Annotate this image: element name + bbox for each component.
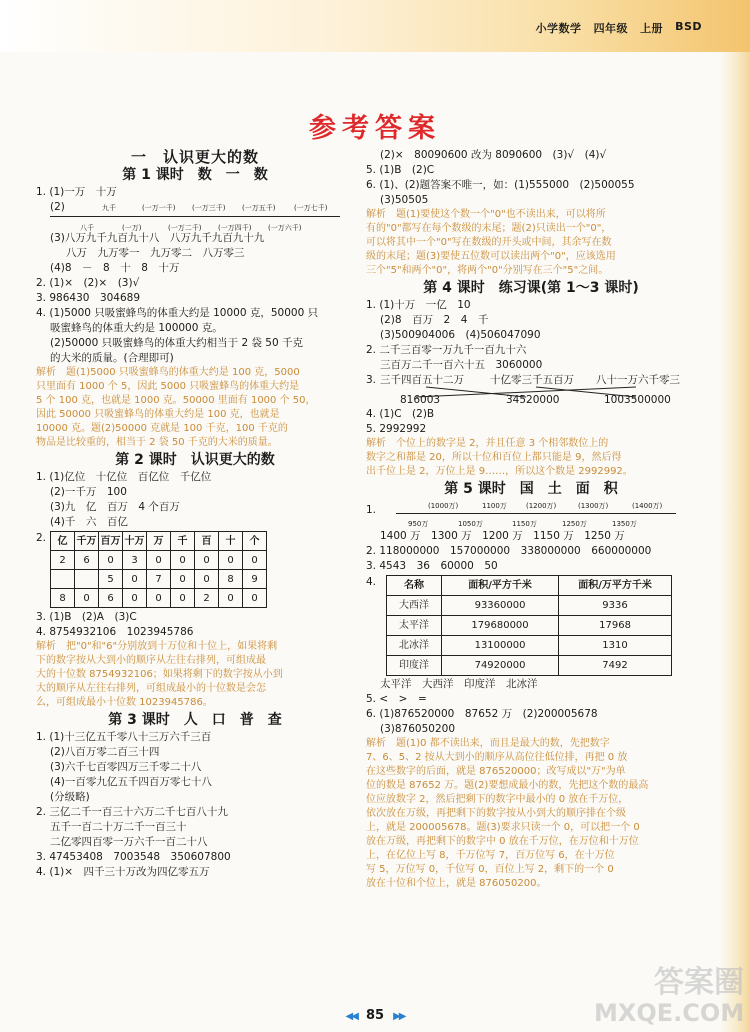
- analysis-line: 上，就是 200005678。题(3)要求只读一个 0，可以把一个 0: [366, 822, 640, 833]
- header-edition: BSD: [675, 20, 702, 33]
- answer-line: 五千一百二十万二千一百三十: [50, 821, 187, 833]
- answer-line: (3)六千七百零四万三千零二十八: [50, 761, 202, 773]
- number-line-label: 1150万: [512, 520, 537, 528]
- analysis-line: 下的数字按从大到小的顺序从左往右排列，可组成最: [36, 655, 266, 666]
- answer-line: 5. < > =: [366, 693, 427, 705]
- analysis-line: 上，在亿位上写 8，千万位写 7，百万位写 6，在十万位: [366, 850, 615, 861]
- table-header-row: [51, 532, 267, 551]
- analysis-line: 在这些数字的后面，就是 876520000；改写成以"万"为单: [366, 766, 626, 777]
- analysis-line: 数字之和都是 20，所以十位和百位上都只能是 9，然后得: [366, 452, 622, 463]
- number-line-label: (一万五千): [242, 204, 276, 212]
- analysis-line: 物品是比较重的，相当于 2 袋 50 千克的大米的质量。: [36, 437, 278, 448]
- analysis-line: 大的十位数 8754932106；如果将剩下的数字按从小到: [36, 669, 283, 680]
- table-header-cell: 十: [219, 532, 243, 551]
- lesson-3-title: 第 3 课时 人 口 普 查: [108, 712, 282, 728]
- match-top-item: 十亿零三千五百万: [490, 374, 574, 386]
- table-row: [387, 596, 672, 616]
- answer-line: (3)九 亿 百万 4 个百万: [50, 501, 180, 513]
- matching-diagram: 3. 三千四百五十二万 十亿零三千五百万 八十一万六千零三 816003 34520000 1003500000: [366, 373, 696, 407]
- number-line-label: (1200万): [526, 502, 557, 510]
- answer-line: 2. (1)× (2)× (3)√: [36, 277, 140, 289]
- table-cell: 0: [171, 589, 195, 608]
- analysis-line: 大的顺序从左往右排列，可组成最小的十位数是会怎: [36, 683, 266, 694]
- table-cell: 0: [219, 589, 243, 608]
- analysis-line: 位应放数字 2，然后把剩下的数字中最小的 0 放在千万位，: [366, 794, 629, 805]
- answer-line: 1. (1)一万 十万: [36, 186, 117, 198]
- lesson-5-title: 第 5 课时 国 土 面 积: [444, 481, 618, 497]
- table-cell: 0: [171, 551, 195, 570]
- left-column: [36, 148, 354, 880]
- analysis-line: 放在万级，再把剩下的数字中 0 放在千万位，在万位和十万位: [366, 836, 639, 847]
- answer-line: (2)× 80090600 改为 8090600 (3)√ (4)√: [380, 149, 607, 161]
- number-line-axis: [50, 216, 340, 217]
- watermark-text: MXQE.COM: [594, 999, 745, 1027]
- analysis-line: 解析 个位上的数字是 2，并且任意 3 个相邻数位上的: [366, 438, 609, 449]
- answer-line: 1. (1)亿位 十亿位 百亿位 千亿位: [36, 471, 212, 483]
- table-cell: 0: [147, 589, 171, 608]
- table-row: [387, 656, 672, 676]
- analysis-line: 解析 题(1)5000 只吸蜜蜂鸟的体重大约是 100 克，5000: [36, 367, 300, 378]
- analysis-line: 写 5，万位写 0，千位写 0，百位上写 2，剩下的一个 0: [366, 864, 614, 875]
- table-cell: 74920000: [442, 656, 559, 676]
- header-grade: 四年级: [593, 22, 629, 35]
- table-cell: 7: [147, 570, 171, 589]
- table-header-cell: 十万: [123, 532, 147, 551]
- number-line-label: (一万四千): [218, 224, 252, 232]
- analysis-line: 解析 把"0"和"6"分别放到十万位和十位上，如果将剩: [36, 641, 278, 652]
- number-line-label: (1300万): [578, 502, 609, 510]
- side-decorative-band: [720, 52, 750, 1032]
- table-cell: 179680000: [442, 616, 559, 636]
- analysis-line: 级的末尾；题(3)要使五位数可以读出两个"0"，应该选用: [366, 251, 616, 262]
- table-cell: 0: [147, 551, 171, 570]
- answer-line: 5. 2992992: [366, 423, 427, 435]
- page-header: [536, 20, 702, 36]
- analysis-line: 可以将其中一个"0"写在数级的开头或中间，其余写在数: [366, 237, 612, 248]
- table-cell: 6: [75, 551, 99, 570]
- table-cell: 0: [171, 570, 195, 589]
- answer-line: (4)千 六 百亿: [50, 516, 128, 528]
- match-bottom-item: 1003500000: [604, 394, 671, 406]
- table-cell: 大西洋: [387, 596, 442, 616]
- table-cell: 0: [123, 589, 147, 608]
- analysis-line: 三个"5"和两个"0"，将两个"0"分别写在三个"5"之间。: [366, 265, 609, 276]
- lesson-2-title: 第 2 课时 认识更大的数: [115, 452, 275, 468]
- table-cell: 0: [219, 551, 243, 570]
- table-cell: 0: [195, 551, 219, 570]
- analysis-line: 因此 50000 只吸蜜蜂鸟的体重大约是 100 克，也就是: [36, 409, 280, 420]
- prev-arrows-icon: ◀◀: [345, 1011, 357, 1022]
- answer-line: 3. 4543 36 60000 50: [366, 560, 498, 572]
- ocean-area-table: [386, 575, 672, 676]
- table-row: [51, 551, 267, 570]
- table-cell: 北冰洋: [387, 636, 442, 656]
- watermark-logo: [594, 965, 745, 1028]
- table-cell: 0: [243, 551, 267, 570]
- analysis-line: 10000 克。题(2)50000 克就是 100 千克，100 千克的: [36, 423, 288, 434]
- page-number: 85: [365, 1008, 385, 1023]
- analysis-line: 么，可组成最小十位数 1023945786。: [36, 697, 213, 708]
- table-cell: 13100000: [442, 636, 559, 656]
- answer-line: (4)一百零九亿五千四百万零七十八: [50, 776, 212, 788]
- number-line-label: (一万): [122, 224, 142, 232]
- answer-line: 1.: [366, 504, 377, 516]
- answer-line: (3)八万九千九百九十八 八万九千九百九十九: [50, 232, 265, 244]
- match-top-item: 三千四百五十二万: [380, 374, 464, 386]
- answer-line: 2. 二千三百零一万九千一百九十六: [366, 344, 527, 356]
- answer-line: 6. (1)、(2)题答案不唯一，如：(1)555000 (2)500055: [366, 179, 635, 191]
- table-header-cell: 名称: [387, 576, 442, 596]
- analysis-block: [36, 640, 354, 710]
- answer-line: 2. 118000000 157000000 338000000 660000000: [366, 545, 652, 557]
- analysis-line: 出千位上是 2，万位上是 9……，所以这个数是 2992992。: [366, 466, 633, 477]
- analysis-line: 解析 题(1)0 都不读出来，而且是最大的数，先把数字: [366, 738, 610, 749]
- answer-line: 4. 8754932106 1023945786: [36, 626, 194, 638]
- answer-line: 二亿零四百零一万六千一百二十八: [50, 836, 208, 848]
- answer-line: (2)8 百万 2 4 千: [380, 314, 489, 326]
- table-row: [387, 636, 672, 656]
- table-cell: 8: [219, 570, 243, 589]
- table-row: [51, 589, 267, 608]
- number-line-label: (1000万): [428, 502, 459, 510]
- number-line-label: 950万: [408, 520, 429, 528]
- table-row: [51, 570, 267, 589]
- table-cell: [51, 570, 75, 589]
- answer-line: 3. (1)B (2)A (3)C: [36, 611, 137, 623]
- number-line-label: (一万六千): [268, 224, 302, 232]
- answer-line: 1400 万 1300 万 1200 万 1150 万 1250 万: [380, 530, 625, 542]
- header-term: 上册: [640, 22, 664, 35]
- table-cell: 0: [243, 589, 267, 608]
- answer-line: (3)500904006 (4)506047090: [380, 329, 541, 341]
- analysis-block: [366, 437, 696, 479]
- number-line-label: 1100万: [482, 502, 507, 510]
- table-header-cell: 面积/万平方千米: [559, 576, 672, 596]
- right-column: [366, 148, 696, 891]
- analysis-line: 有的"0"都写在每个数级的末尾；题(2)只读出一个"0"，: [366, 223, 612, 234]
- analysis-block: [36, 366, 354, 450]
- answer-line: 6. (1)876520000 87652 万 (2)200005678: [366, 708, 598, 720]
- table-cell: 6: [99, 589, 123, 608]
- number-line-label: 1250万: [562, 520, 587, 528]
- number-line-label: 八千: [80, 224, 94, 232]
- table-cell: 2: [51, 551, 75, 570]
- table-header-cell: 千: [171, 532, 195, 551]
- table-header-cell: 个: [243, 532, 267, 551]
- answer-line: 1. (1)十三亿五千零八十三万六千三百: [36, 731, 212, 743]
- table-row: [387, 616, 672, 636]
- number-line-1: [50, 201, 340, 231]
- watermark-text: 答案圈: [654, 965, 744, 1000]
- table-header-cell: 面积/平方千米: [442, 576, 559, 596]
- analysis-line: 7、6、5、2 按从大到小的顺序从高位往低位排，再把 0 放: [366, 752, 628, 763]
- table-cell: 7492: [559, 656, 672, 676]
- number-line-label: (一万七千): [294, 204, 328, 212]
- table-cell: 0: [195, 570, 219, 589]
- answer-line: 三百万二千一百六十五 3060000: [380, 359, 543, 371]
- analysis-line: 依次放在万级，再把剩下的数字按从小到大的顺序排在个级: [366, 808, 626, 819]
- answer-line: 3. 986430 304689: [36, 292, 141, 304]
- number-line-label: (一万一千): [142, 204, 176, 212]
- answer-line: 1. (1)十万 一亿 10: [366, 299, 471, 311]
- table-header-cell: 万: [147, 532, 171, 551]
- analysis-line: 位的数是 87652 万。题(2)要想成最小的数，先把这个数的最高: [366, 780, 649, 791]
- answer-line: 3. 47453408 7003548 350607800: [36, 851, 231, 863]
- analysis-line: 只里面有 1000 个 5，因此 5000 只吸蜜蜂鸟的体重大约是: [36, 381, 300, 392]
- answer-line: 2.: [36, 532, 47, 544]
- answer-line: (2): [50, 201, 65, 213]
- table-cell: 太平洋: [387, 616, 442, 636]
- answer-line: 的大米的质量。(合理即可): [50, 352, 174, 364]
- table-header-cell: 千万: [75, 532, 99, 551]
- number-line-2: [366, 499, 696, 529]
- number-line-label: (1400万): [632, 502, 663, 510]
- analysis-line: 解析 题(1)要使这个数一个"0"也不读出来，可以将所: [366, 209, 606, 220]
- table-header-cell: 百: [195, 532, 219, 551]
- answer-line: (2)八百万零二百三十四: [50, 746, 160, 758]
- table-cell: 5: [99, 570, 123, 589]
- table-cell: 1310: [559, 636, 672, 656]
- answer-line: 吸蜜蜂鸟的体重大约是 100000 克。: [50, 322, 223, 334]
- number-line-label: (一万三千): [192, 204, 226, 212]
- table-cell: 17968: [559, 616, 672, 636]
- table-cell: 0: [99, 551, 123, 570]
- table-cell: 3: [123, 551, 147, 570]
- answer-line: 八万 九万零一 九万零二 八万零三: [66, 247, 245, 259]
- analysis-block: [366, 208, 696, 278]
- table-cell: 印度洋: [387, 656, 442, 676]
- answer-line: (3)50505: [380, 194, 429, 206]
- answer-line: (4)8 － 8 十 8 十万: [50, 262, 180, 274]
- match-top-item: 八十一万六千零三: [596, 374, 680, 386]
- answer-line: 2. 三亿二千一百三十六万二千七百八十九: [36, 806, 228, 818]
- number-line-label: 1050万: [458, 520, 483, 528]
- analysis-line: 放在十位和个位上，就是 876050200。: [366, 878, 547, 889]
- number-line-label: 九千: [102, 204, 116, 212]
- analysis-line: 5 个 100 克，也就是 1000 克。50000 里面有 1000 个 50，: [36, 395, 316, 406]
- page-title: 参考答案: [309, 113, 441, 144]
- analysis-block: [366, 737, 696, 891]
- answer-line: 5. (1)B (2)C: [366, 164, 435, 176]
- answer-line: (2)一千万 100: [50, 486, 127, 498]
- unit-heading: 一 认识更大的数: [130, 148, 259, 166]
- answer-line: 4. (1)C (2)B: [366, 408, 435, 420]
- table-header-row: [387, 576, 672, 596]
- table-cell: 9: [243, 570, 267, 589]
- answer-line: 4. (1)5000 只吸蜜蜂鸟的体重大约是 10000 克，50000 只: [36, 307, 319, 319]
- table-cell: 9336: [559, 596, 672, 616]
- table-cell: 8: [51, 589, 75, 608]
- table-cell: 93360000: [442, 596, 559, 616]
- header-subject: 小学数学: [535, 22, 582, 35]
- table-cell: 2: [195, 589, 219, 608]
- place-value-table: [50, 531, 267, 608]
- next-arrows-icon: ▶▶: [393, 1011, 405, 1022]
- lesson-1-title: 第 1 课时 数 一 数: [122, 167, 268, 183]
- answer-line: 太平洋 大西洋 印度洋 北冰洋: [380, 678, 538, 690]
- answer-line: (3)876050200: [380, 723, 455, 735]
- table-header-cell: 百万: [99, 532, 123, 551]
- number-line-label: 1350万: [612, 520, 637, 528]
- answer-line: (分级略): [50, 791, 90, 803]
- table-header-cell: 亿: [51, 532, 75, 551]
- match-bottom-item: 816003: [400, 394, 441, 406]
- answer-line: 4.: [366, 576, 377, 588]
- table-cell: 0: [75, 589, 99, 608]
- number-line-label: (一万二千): [168, 224, 202, 232]
- answer-line: 4. (1)× 四千三十万改为四亿零五万: [36, 866, 210, 878]
- lesson-4-title: 第 4 课时 练习课(第 1～3 课时): [423, 280, 639, 296]
- table-cell: 0: [123, 570, 147, 589]
- answer-line: (2)50000 只吸蜜蜂鸟的体重大约相当于 2 袋 50 千克: [50, 337, 304, 349]
- table-cell: [75, 570, 99, 589]
- match-bottom-item: 34520000: [506, 394, 560, 406]
